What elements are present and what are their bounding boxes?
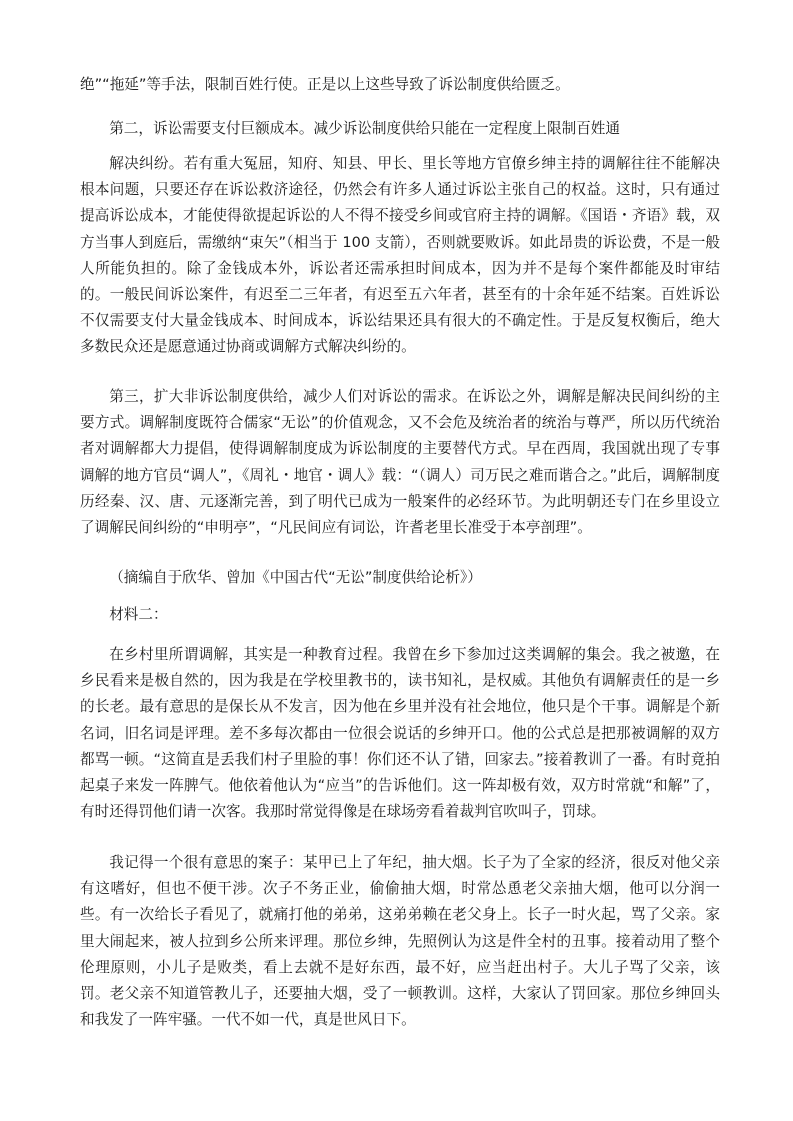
paragraph-point-two-heading: 第二，诉讼需要支付巨额成本。减少诉讼制度供给只能在一定程度上限制百姓通 [109, 120, 620, 137]
paragraph-case-story: 我记得一个很有意思的案子：某甲已上了年纪，抽大烟。长子为了全家的经济，很反对他父亲有这嗜好，但也不便干涉。次子不务正业，偷偷抽大烟，时常怂恿老父亲抽大烟，他可以分润一些。有一次给长子看见了，就痛打他的弟弟，这弟弟赖在老父身上。长子一时火起，骂了父亲。家里大闹起来，被人拉到乡公所来评理。那位乡绅，先照例认为这是件全村的丑事。接着动用了整个伦理原则，小儿子是败类，看上去就不是好东西，最不好，应当赶出村子。大儿子骂了父亲，该罚。老父亲不知道管教儿子，还要抽大烟，受了一顿教训。这样，大家认了罚回家。那位乡绅回头和我发了一阵牢骚。一代不如一代，真是世风日下。 [80, 854, 720, 1029]
paragraph-point-three: 第三，扩大非诉讼制度供给，减少人们对诉讼的需求。在诉讼之外，调解是解决民间纠纷的主要方式。调解制度既符合儒家“无讼”的价值观念，又不会危及统治者的统治与尊严，所以历代统治者对调解都大力提倡，使得调解制度成为诉讼制度的主要替代方式。早在西周，我国就出现了专事调解的地方官员“调人”，《周礼・地官・调人》载：“（调人）司万民之难而谐合之。”此后，调解制度历经秦、汉、唐、元逐渐完善，到了明代已成为一般案件的必经环节。为此明朝还专门在乡里设立了调解民间纠纷的“申明亭”，“凡民间应有词讼，许耆老里长准受于本亭剖理”。 [80, 388, 720, 537]
material-two-heading: 材料二： [109, 606, 168, 623]
paragraph-point-two-body: 解决纠纷。若有重大冤屈，知府、知县、甲长、里长等地方官僚乡绅主持的调解往往不能解决根本问题，只要还存在诉讼救济途径，仍然会有许多人通过诉讼主张自己的权益。这时，只有通过提高诉讼成本，才能使得欲提起诉讼的人不得不接受乡间或官府主持的调解。《国语・齐语》载，双方当事人到庭后，需缴纳“束矢”（相当于 100 支箭），否则就要败诉。如此昂贵的诉讼费，不是一般人所能负担的。除了金钱成本外，诉讼者还需承担时间成本，因为并不是每个案件都能及时审结的。一般民间诉讼案件，有迟至二三年者，有迟至五六年者，甚至有的十余年延不结案。百姓诉讼不仅需要支付大量金钱成本、时间成本，诉讼结果还具有很大的不确定性。于是反复权衡后，绝大多数民众还是愿意通过协商或调解方式解决纠纷的。 [80, 155, 720, 356]
source-citation: （摘编自于欣华、曾加《中国古代“无讼”制度供给论析》） [109, 569, 482, 586]
paragraph-mediation: 在乡村里所谓调解，其实是一种教育过程。我曾在乡下参加过这类调解的集会。我之被邀，在乡民看来是极自然的，因为我是在学校里教书的，读书知礼，是权威。其他负有调解责任的是一乡的长老。最有意思的是保长从不发言，因为他在乡里并没有社会地位，他只是个干事。调解是个新名词，旧名词是评理。差不多每次都由一位很会说话的乡绅开口。他的公式总是把那被调解的双方都骂一顿。“这简直是丢我们村子里脸的事！你们还不认了错，回家去。”接着教训了一番。有时竟拍起桌子来发一阵脾气。他依着他认为“应当”的告诉他们。这一阵却极有效，双方时常就“和解”了，有时还得罚他们请一次客。我那时常觉得像是在球场旁看着裁判官吹叫子，罚球。 [80, 646, 720, 821]
paragraph-continuation: 绝”“拖延”等手法，限制百姓行使。正是以上这些导致了诉讼制度供给匮乏。 [80, 76, 570, 93]
